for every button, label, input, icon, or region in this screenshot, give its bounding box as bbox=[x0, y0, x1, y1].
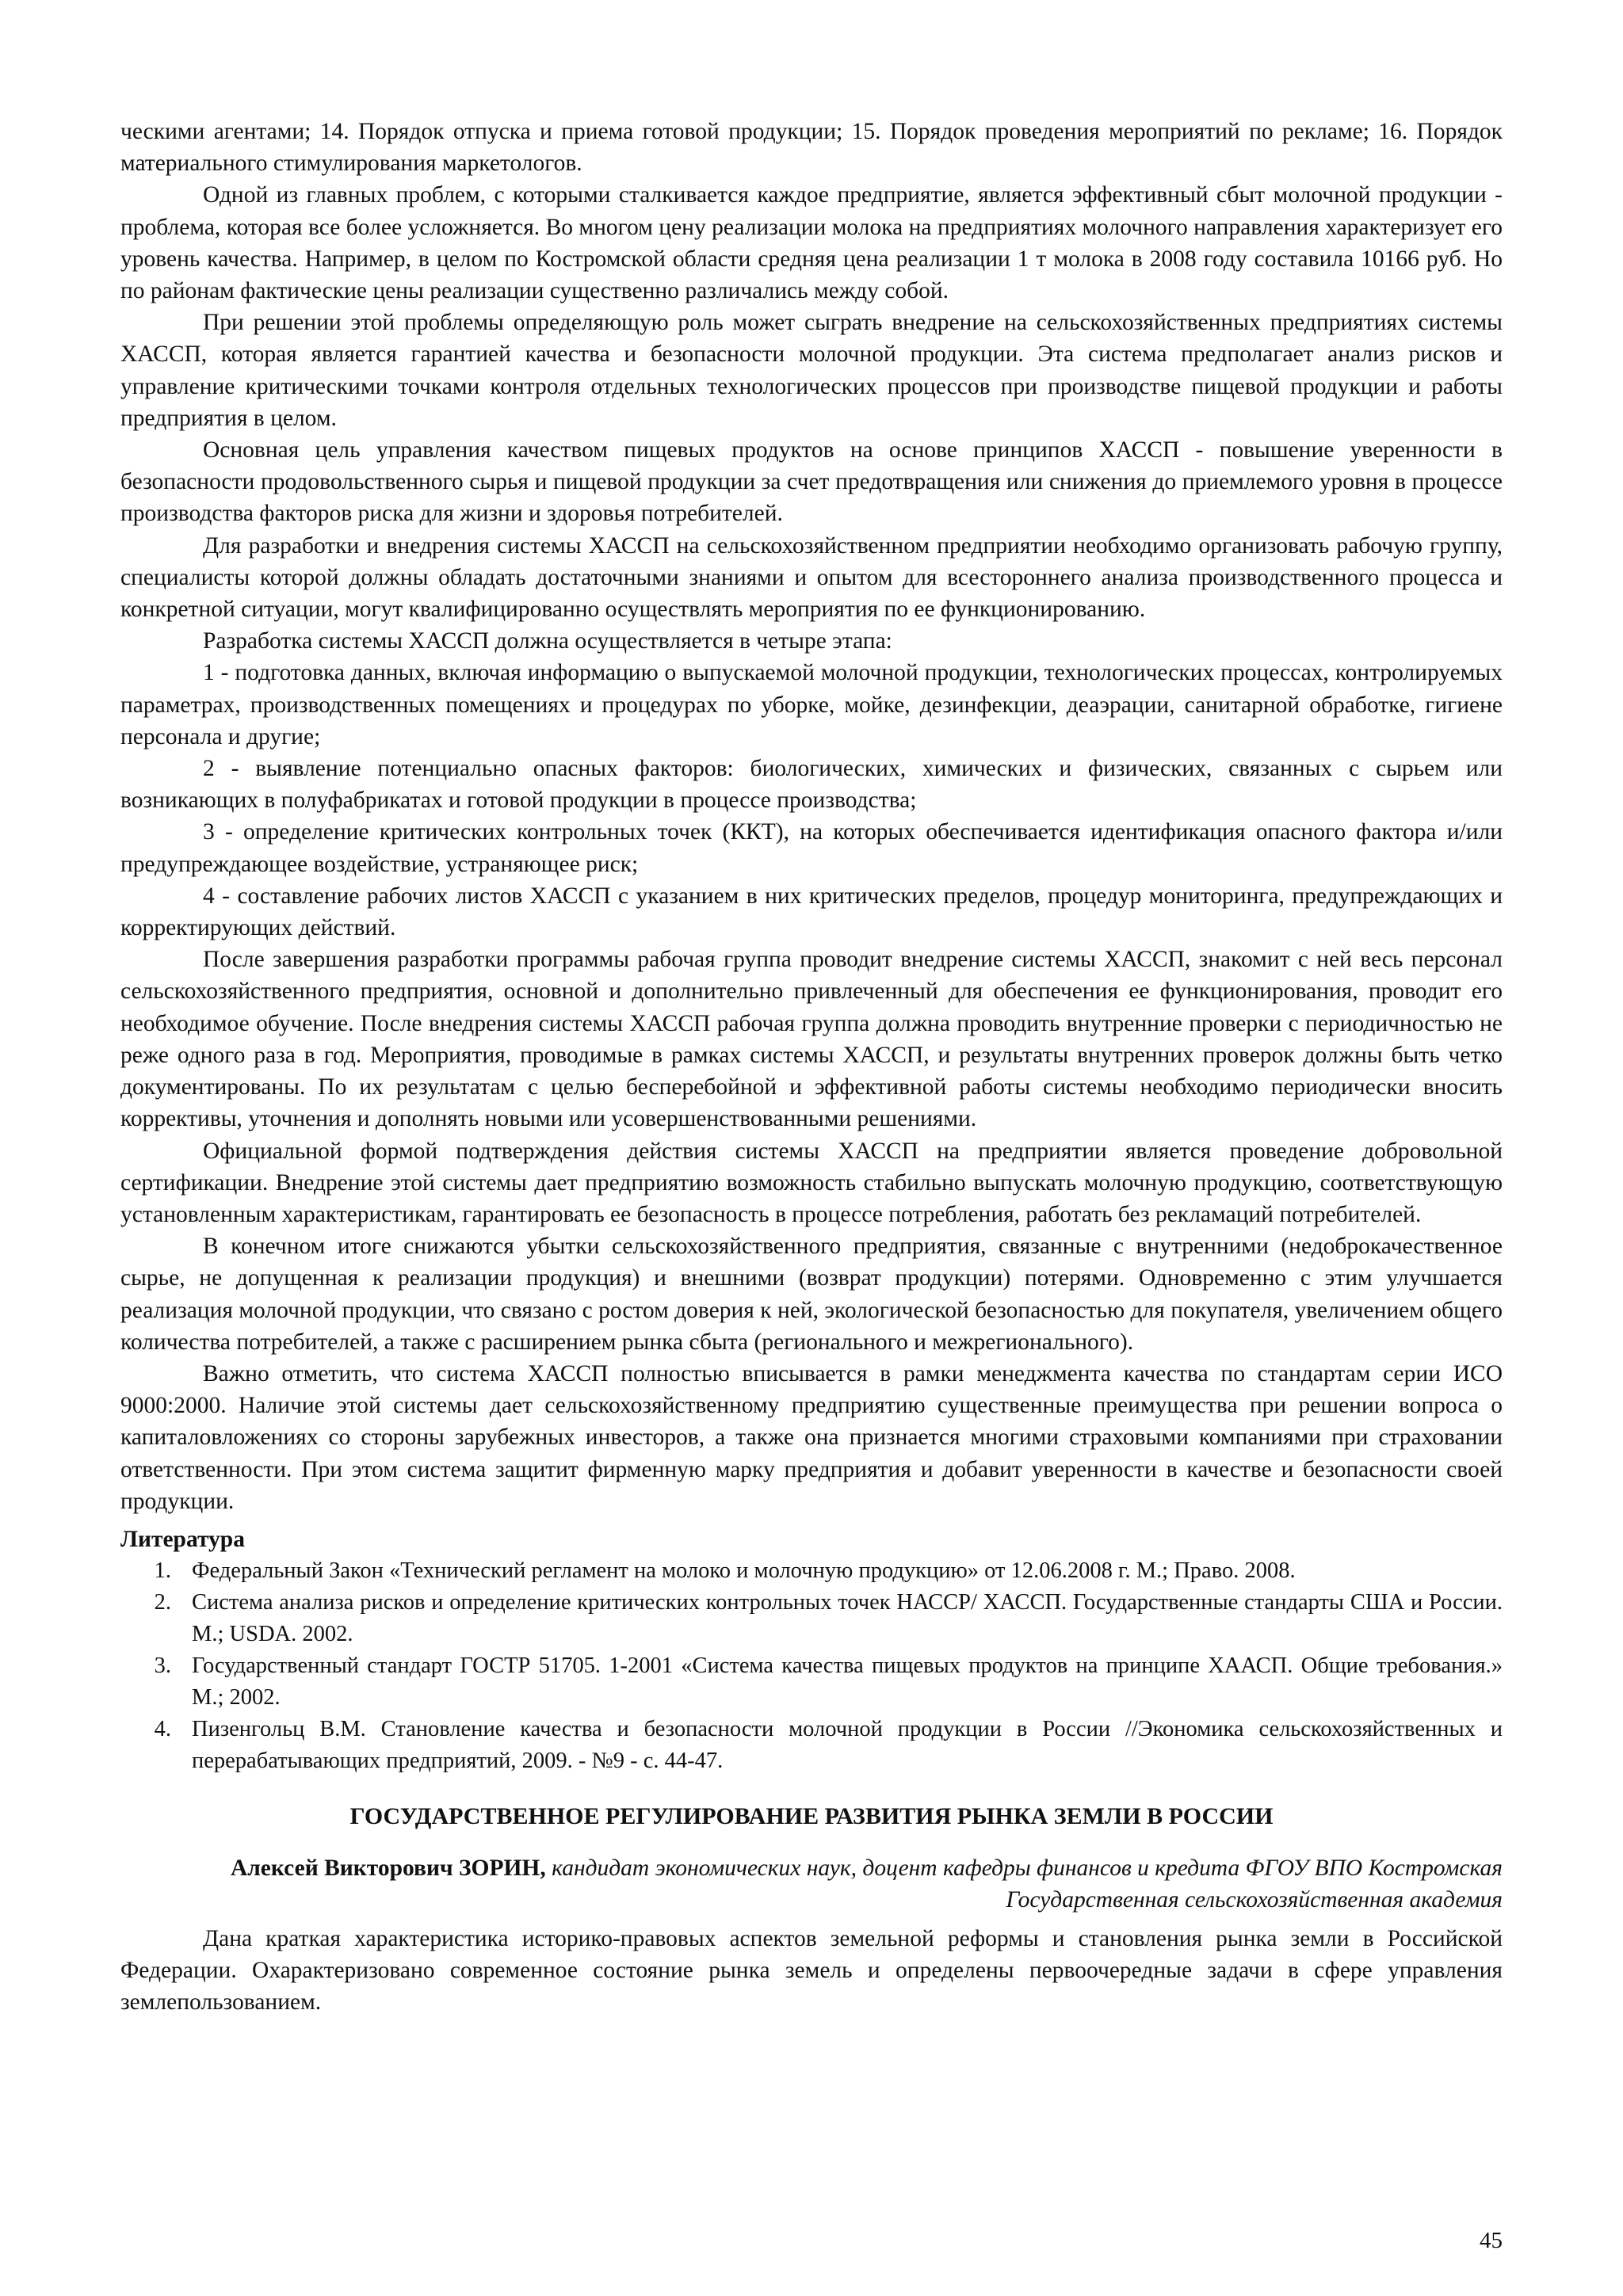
reference-list bbox=[120, 1555, 1503, 1777]
body-paragraph: Важно отметить, что система ХАССП полностью вписывается в рамки менеджмента качества по стандартам серии ИСО 9000:2000. Наличие этой системы дает сельскохозяйственному предприятию существенные преимущества при решении вопроса о капиталовложениях со стороны зарубежных инвесторов, а также она признается многими страховыми компаниями при страховании ответственности. При этом система защитит фирменную марку предприятия и добавит уверенности в качестве и безопасности своей продукции. bbox=[120, 1360, 1503, 1514]
reference-number: 3. bbox=[154, 1653, 171, 1679]
stage-item: 4 - составление рабочих листов ХАССП с указанием в них критических пределов, процедур мониторинга, предупреждающих и корректирующих действий. bbox=[120, 883, 1503, 941]
reference-text: Государственный стандарт ГОСТР 51705. 1-2001 «Система качества пищевых продуктов на принципе ХААСП. Общие требования.» М.; 2002. bbox=[192, 1653, 1503, 1711]
body-paragraph: В конечном итоге снижаются убытки сельскохозяйственного предприятия, связанные с внутренними (недоброкачественное сырье, не допущенная к реализации продукция) и внешними (возврат продукции) потерями. Одновременно с этим улучшается реализация молочной продукции, что связано с ростом доверия к ней, экологической безопасностью для покупателя, увеличением общего количества потребителей, а также с расширением рынка сбыта (регионального и межрегионального). bbox=[120, 1234, 1503, 1355]
reference-item bbox=[120, 1555, 1503, 1587]
author-name: Алексей Викторович ЗОРИН, bbox=[230, 1855, 546, 1882]
stage-item: 3 - определение критических контрольных точек (ККТ), на которых обеспечивается идентификация опасного фактора и/или предупреждающее воздействие, устраняющее риск; bbox=[120, 819, 1503, 877]
body-paragraph: ческими агентами; 14. Порядок отпуска и приема готовой продукции; 15. Порядок проведения мероприятий по рекламе; 16. Порядок материального стимулирования маркетологов. bbox=[120, 119, 1503, 177]
reference-text: Пизенгольц В.М. Становление качества и безопасности молочной продукции в России //Экономика сельскохозяйственных и перерабатывающих предприятий, 2009. - №9 - с. 44-47. bbox=[192, 1717, 1503, 1774]
body-paragraph: После завершения разработки программы рабочая группа проводит внедрение системы ХАССП, знакомит с ней весь персонал сельскохозяйственного предприятия, основной и дополнительно привлеченный для обеспечения ее функционирования, проводит его необходимое обучение. После внедрения системы ХАССП рабочая группа должна проводить внутренние проверки с периодичностью не реже одного раза в год. Мероприятия, проводимые в рамках системы ХАССП, и результаты внутренних проверок должны быть четко документированы. По их результатам с целью бесперебойной и эффективной работы системы необходимо периодически вносить коррективы, уточнения и дополнять новыми или усовершенствованными решениями. bbox=[120, 947, 1503, 1132]
article-body bbox=[120, 116, 1503, 1517]
reference-number: 4. bbox=[154, 1717, 171, 1742]
page-number: 45 bbox=[1480, 2228, 1503, 2253]
body-paragraph: При решении этой проблемы определяющую роль может сыграть внедрение на сельскохозяйственных предприятиях системы ХАССП, которая является гарантией качества и безопасности молочной продукции. Эта система предполагает анализ рисков и управление критическими точками контроля отдельных технологических процессов при производстве пищевой продукции и работы предприятия в целом. bbox=[120, 310, 1503, 431]
body-paragraph: Официальной формой подтверждения действия системы ХАССП на предприятии является проведение добровольной сертификации. Внедрение этой системы дает предприятию возможность стабильно выпускать молочную продукцию, соответствующую установленным характеристикам, гарантировать ее безопасность в процессе потребления, работать без рекламаций потребителей. bbox=[120, 1138, 1503, 1227]
page-content bbox=[120, 116, 1503, 2018]
stage-item: 2 - выявление потенциально опасных факторов: биологических, химических и физических, связанных с сырьем или возникающих в полуфабрикатах и готовой продукции в процессе производства; bbox=[120, 756, 1503, 814]
body-paragraph: Одной из главных проблем, с которыми сталкивается каждое предприятие, является эффективный сбыт молочной продукции - проблема, которая все более усложняется. Во многом цену реализации молока на предприятиях молочного направления характеризует его уровень качества. Например, в целом по Костромской области средняя цена реализации 1 т молока в 2008 году составила 10166 руб. Но по районам фактические цены реализации существенно различались между собой. bbox=[120, 182, 1503, 304]
reference-number: 2. bbox=[154, 1590, 171, 1615]
body-paragraph: Разработка системы ХАССП должна осуществляется в четыре этапа: bbox=[203, 628, 892, 654]
reference-item bbox=[120, 1650, 1503, 1714]
reference-number: 1. bbox=[154, 1558, 171, 1584]
reference-text: Система анализа рисков и определение критических контрольных точек НАССР/ ХАССП. Государственные стандарты США и России. М.; USDA. 2002. bbox=[192, 1590, 1503, 1647]
author-affiliation: кандидат экономических наук, доцент кафедры финансов и кредита ФГОУ ВПО Костромская Государственная сельскохозяйственная академия bbox=[552, 1855, 1503, 1913]
reference-text: Федеральный Закон «Технический регламент на молоко и молочную продукцию» от 12.06.2008 г. М.; Право. 2008. bbox=[192, 1558, 1296, 1584]
literature-heading: Литература bbox=[120, 1526, 245, 1552]
stage-item: 1 - подготовка данных, включая информацию о выпускаемой молочной продукции, технологических процессах, контролируемых параметрах, производственных помещениях и процедурах по уборке, мойке, дезинфекции, деаэрации, санитарной обработке, гигиене персонала и другие; bbox=[120, 660, 1503, 749]
body-paragraph: Для разработки и внедрения системы ХАССП на сельскохозяйственном предприятии необходимо организовать рабочую группу, специалисты которой должны обладать достаточными знаниями и опытом для всестороннего анализа производственного процесса и конкретной ситуации, могут квалифицированно осуществлять мероприятия по ее функционированию. bbox=[120, 532, 1503, 623]
body-paragraph: Основная цель управления качеством пищевых продуктов на основе принципов ХАССП - повышение уверенности в безопасности продовольственного сырья и пищевой продукции за счет предотвращения или снижения до приемлемого уровня в процессе производства факторов риска для жизни и здоровья потребителей. bbox=[120, 437, 1503, 527]
reference-item bbox=[120, 1587, 1503, 1650]
reference-item bbox=[120, 1714, 1503, 1777]
article-abstract: Дана краткая характеристика историко-правовых аспектов земельной реформы и становления рынка земли в Российской Федерации. Охарактеризовано современное состояние рынка земель и определены первоочередные задачи в сфере управления землепользованием. bbox=[120, 1925, 1503, 2016]
author-line bbox=[120, 1852, 1503, 1916]
article-title: ГОСУДАРСТВЕННОЕ РЕГУЛИРОВАНИЕ РАЗВИТИЯ РЫНКА ЗЕМЛИ В РОССИИ bbox=[349, 1803, 1274, 1830]
